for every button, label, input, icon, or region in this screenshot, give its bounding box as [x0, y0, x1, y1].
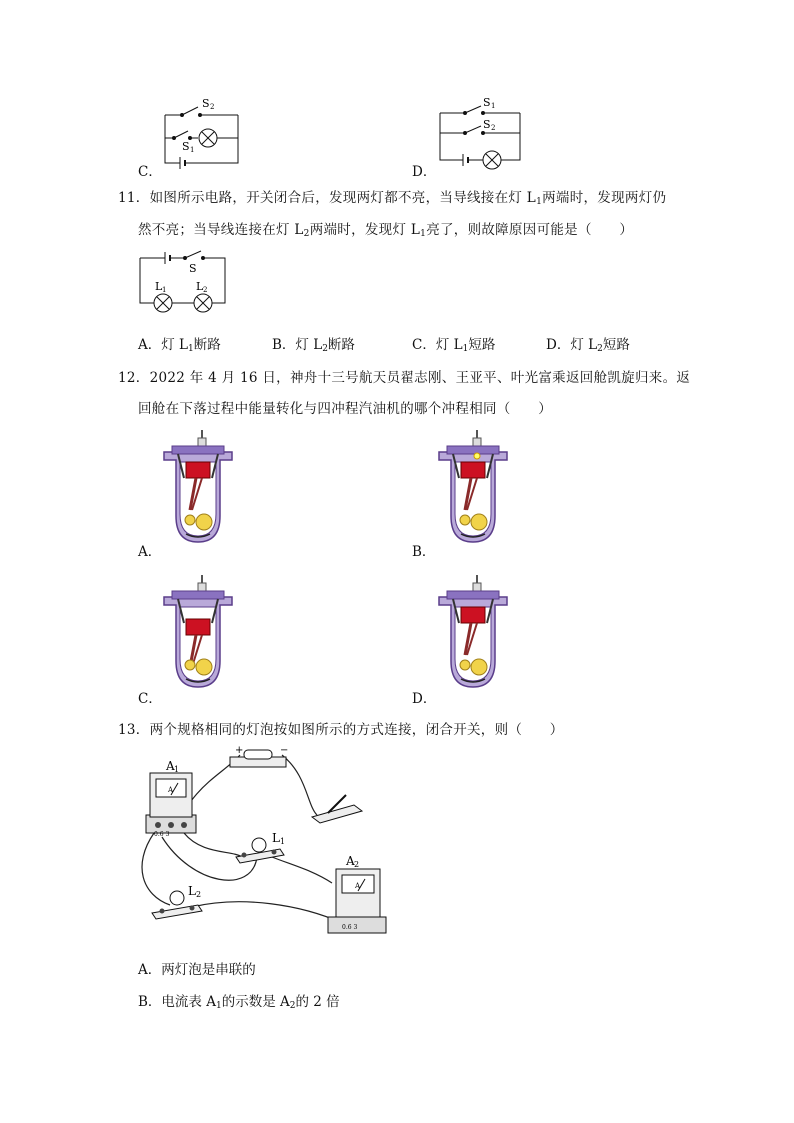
q12-line2: 回舱在下落过程中能量转化与四冲程汽油机的哪个冲程相同（ ） [138, 401, 552, 417]
c-s1-label: S [182, 140, 190, 153]
engine-figure-a [158, 430, 238, 550]
q11-line1: 11．如图所示电路，开关闭合后，发现两灯都不亮，当导线接在灯 $L_1$两端时，发现两灯仍 [118, 190, 667, 207]
q11-option-d: D．灯 $L_2$短路 [546, 337, 630, 354]
q12-label-c: C． [138, 691, 162, 707]
svg-text:S: S [483, 118, 491, 131]
q11-circuit-diagram [135, 248, 235, 318]
svg-text:2: 2 [491, 124, 496, 132]
knife-switch [312, 795, 362, 823]
svg-text:L: L [188, 884, 196, 898]
option-d-label: D． [412, 164, 437, 180]
engine-figure-b [433, 430, 513, 550]
svg-text:2: 2 [210, 103, 215, 111]
svg-text:2: 2 [354, 860, 360, 869]
q13-option-b: B．电流表 $A_1$的示数是 $A_2$的 2 倍 [138, 994, 340, 1011]
svg-text:A: A [166, 759, 175, 773]
svg-text:L: L [272, 831, 280, 845]
svg-text:S: S [483, 96, 491, 109]
q13-line1: 13．两个规格相同的灯泡按如图所示的方式连接，闭合开关，则（ ） [118, 722, 564, 738]
q12-label-d: D． [412, 691, 437, 707]
q12-line1: 12．2022 年 4 月 16 日，神舟十三号航天员翟志刚、王亚平、叶光富乘返回舱凯旋归来。返 [118, 370, 691, 386]
svg-text:A: A [355, 882, 361, 890]
circuit-d-diagram [435, 95, 525, 170]
svg-text:0.6 3: 0.6 3 [342, 924, 358, 931]
q12-label-b: B． [412, 544, 436, 560]
ammeter-a2 [328, 869, 386, 933]
q12-label-a: A． [138, 544, 162, 560]
svg-text:1: 1 [491, 102, 496, 110]
svg-text:−: − [280, 745, 289, 756]
svg-text:L: L [196, 280, 204, 293]
svg-text:S: S [189, 262, 197, 275]
svg-text:1: 1 [174, 765, 180, 774]
ammeter-a1 [146, 773, 196, 838]
q11-option-a: A．灯 $L_1$断路 [138, 337, 221, 354]
engine-figure-c [158, 575, 238, 695]
q11-option-b: B．灯 $L_2$断路 [272, 337, 355, 354]
q11-option-c: C．灯 $L_1$短路 [412, 337, 496, 354]
svg-text:0.6 3: 0.6 3 [154, 831, 170, 838]
svg-text:L: L [155, 280, 163, 293]
q11-line2: 然不亮；当导线连接在灯 $L_2$两端时，发现灯 $L_1$亮了，则故障原因可能是（ ） [138, 222, 634, 239]
svg-text:1: 1 [190, 146, 195, 154]
q13-option-a: A．两灯泡是串联的 [138, 962, 256, 978]
svg-text:1: 1 [280, 837, 286, 846]
svg-text:A: A [168, 786, 174, 794]
svg-text:2: 2 [196, 890, 202, 899]
circuit-c-diagram [160, 95, 250, 170]
svg-text:2: 2 [203, 286, 208, 294]
svg-text:A: A [346, 854, 355, 868]
option-c-label: C． [138, 164, 162, 180]
q13-circuit-figure [132, 745, 392, 935]
c-s2-label: S [202, 97, 210, 110]
svg-text:1: 1 [162, 286, 167, 294]
svg-text:+: + [235, 745, 244, 756]
engine-figure-d [433, 575, 513, 695]
